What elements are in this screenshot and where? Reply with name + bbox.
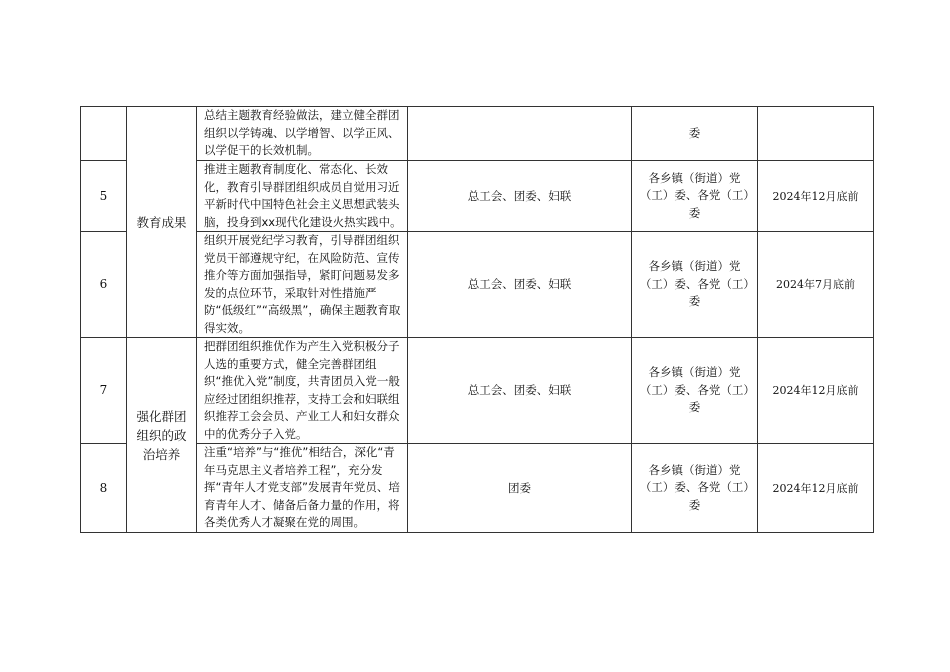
responsible-units-text: 各乡镇（街道）党（工）委、各党（工）委 [639,170,750,220]
task-content: 组织开展党纪学习教育，引导群团组织党员干部遵规守纪，在风险防范、宣传推介等方面加强指导，紧盯问题易发多发的点位环节，采取针对性措施严防“低级红”“高级黑”，确保主题教育取得实效。 [197,232,408,338]
table-row [81,107,874,161]
responsible-units-text: 各乡镇（街道）党（工）委、各党（工）委 [639,462,750,512]
category-label: 强化群团组织的政治培养 [136,408,187,462]
responsible-units-text: 委 [688,125,701,140]
deadline: 2024年12月底前 [758,161,874,232]
responsible-units [632,338,758,444]
responsible-units-text: 各乡镇（街道）党（工）委、各党（工）委 [639,259,750,309]
row-number: 6 [81,232,127,338]
table-row [81,232,874,338]
lead-org: 团委 [408,444,632,533]
lead-org: 总工会、团委、妇联 [408,232,632,338]
lead-org: 总工会、团委、妇联 [408,161,632,232]
row-number [81,107,127,161]
category-cell [127,107,197,338]
task-content: 把群团组织推优作为产生入党积极分子人选的重要方式，健全完善群团组织“推优入党”制度，共青团员入党一般应经过团组织推荐，支持工会和妇联组织推荐工会会员、产业工人和妇女群众中的优秀分子入党。 [197,338,408,444]
category-label: 教育成果 [136,214,187,230]
deadline [758,107,874,161]
table-row [81,161,874,232]
task-content: 总结主题教育经验做法，建立健全群团组织以学铸魂、以学增智、以学正风、以学促干的长效机制。 [197,107,408,161]
responsible-units [632,107,758,161]
responsible-units-text: 各乡镇（街道）党（工）委、各党（工）委 [639,365,750,415]
lead-org: 总工会、团委、妇联 [408,338,632,444]
responsible-units [632,444,758,533]
row-number: 5 [81,161,127,232]
responsible-units [632,232,758,338]
row-number: 8 [81,444,127,533]
table-row [81,338,874,444]
deadline: 2024年12月底前 [758,338,874,444]
table-row [81,444,874,533]
lead-org [408,107,632,161]
task-content: 推进主题教育制度化、常态化、长效化，教育引导群团组织成员自觉用习近平新时代中国特色社会主义思想武装头脑，投身到xx现代化建设火热实践中。 [197,161,408,232]
task-content: 注重“培养”与“推优”相结合，深化“青年马克思主义者培养工程”，充分发挥“青年人才党支部”发展青年党员、培育青年人才、储备后备力量的作用，将各类优秀人才凝聚在党的周围。 [197,444,408,533]
row-number: 7 [81,338,127,444]
deadline: 2024年12月底前 [758,444,874,533]
category-cell [127,338,197,533]
deadline: 2024年7月底前 [758,232,874,338]
task-table [80,106,874,533]
responsible-units [632,161,758,232]
